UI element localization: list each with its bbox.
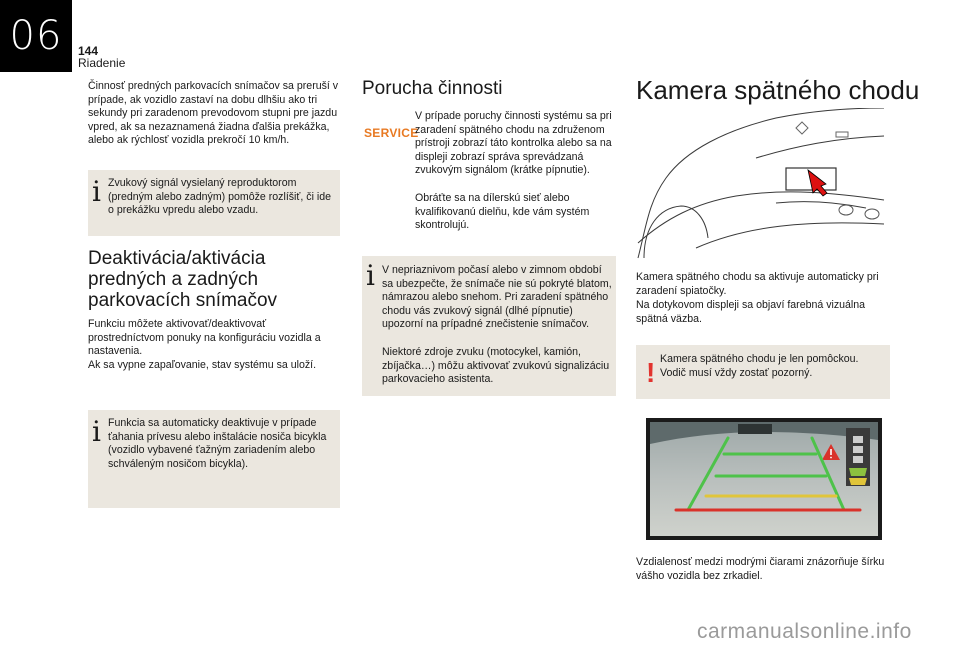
info-note-text: Zvukový signál vysielaný reproduktorom (predným alebo zadným) pomôže rozlíšiť, či ide o prekážku vpredu alebo vzadu. [108, 177, 332, 217]
body-paragraph: V prípade poruchy činnosti systému sa pri zaradení spätného chodu na združenom prístroji zobrazí táto kontrolka alebo sa na displeji zobrazí správa sprevádzaná zvukovým signálom (krátke pípnutie). [415, 110, 612, 177]
parked-object [738, 424, 772, 434]
body-paragraph: Ak sa vypne zapaľovanie, stav systému sa uloží. [88, 359, 317, 371]
section-heading: Porucha činnosti [362, 78, 503, 99]
car-rear-illustration [636, 108, 886, 260]
info-icon: i [92, 175, 101, 208]
intro-paragraph: Činnosť predných parkovacích snímačov sa preruší v prípade, ak vozidlo zastaví na dobu dlhšiu ako tri sekundy pri zaradenom prevodovom stupni pre jazdu vpred, ak sa nezaznamená žiadna ďalšia prekážka, alebo ak rýchlosť vozidla prekročí 10 km/h. [88, 80, 339, 147]
chapter-tab: 06 [0, 0, 72, 72]
service-warning-icon: SERVICE [364, 126, 419, 140]
warning-note [636, 345, 890, 399]
warning-exclamation-icon: ! [646, 357, 656, 388]
info-note-text: V nepriaznivom počasí alebo v zimnom období sa ubezpečte, že snímače nie sú pokryté blatom, námrazou alebo snehom. Pri zaradení spätného chodu vás zvukový signál (dlhé pípnutie) upozorní na prípadné znečistenie snímačov. [382, 264, 612, 331]
body-paragraph: Funkciu môžete aktivovať/deaktivovať prostredníctvom ponuky na konfiguráciu vozidla a nastavenia. [88, 318, 321, 358]
page-number: 144 [78, 44, 99, 58]
body-paragraph: Na dotykovom displeji sa objaví farebná vizuálna spätná väzba. [636, 299, 866, 325]
body-paragraph: Obráťte sa na dílerskú sieť alebo kvalifikovanú dielňu, kde vám systém skontrolujú. [415, 192, 590, 232]
section-heading: Deaktivácia/aktivácia predných a zadných parkovacích snímačov [88, 248, 278, 311]
info-icon: i [366, 259, 375, 292]
reversing-camera-screen [646, 418, 882, 540]
lower-bumper-line [696, 223, 884, 248]
warning-text: Kamera spätného chodu je len pomôckou. [660, 353, 859, 365]
warning-text: Vodič musí vždy zostať pozorný. [660, 367, 813, 379]
info-note [362, 256, 616, 396]
info-note [88, 170, 340, 236]
info-note-text: Funkcia sa automaticky deaktivuje v prípade ťahania prívesu alebo inštalácie nosiča bicykla (vozidlo vybavené ťažným zariadením alebo schváleným nosičom bicykla). [108, 417, 327, 470]
bumper-crease [776, 202, 866, 208]
tailgate-line [756, 136, 884, 158]
car-body-outline [638, 108, 884, 258]
caption-paragraph: Vzdialenosť medzi modrými čiarami znázorňuje šírku vášho vozidla bez zrkadiel. [636, 556, 885, 582]
section-heading: Kamera spätného chodu [636, 75, 920, 105]
camera-view [650, 422, 878, 536]
section-name: Riadenie [78, 56, 126, 70]
info-icon: i [92, 415, 101, 448]
watermark: carmanualsonline.info [697, 620, 912, 643]
car-bumper-line [638, 192, 884, 243]
body-paragraph: Kamera spätného chodu sa aktivuje automaticky pri zaradení spiatočky. [636, 271, 879, 297]
rear-logo [796, 122, 848, 137]
info-note-text: Niektoré zdroje zvuku (motocykel, kamión, zbíjačka…) môžu aktivovať zvukovú signalizáciu parkovacieho asistenta. [382, 346, 610, 386]
rear-wheel-arch [644, 206, 708, 258]
info-note [88, 410, 340, 508]
